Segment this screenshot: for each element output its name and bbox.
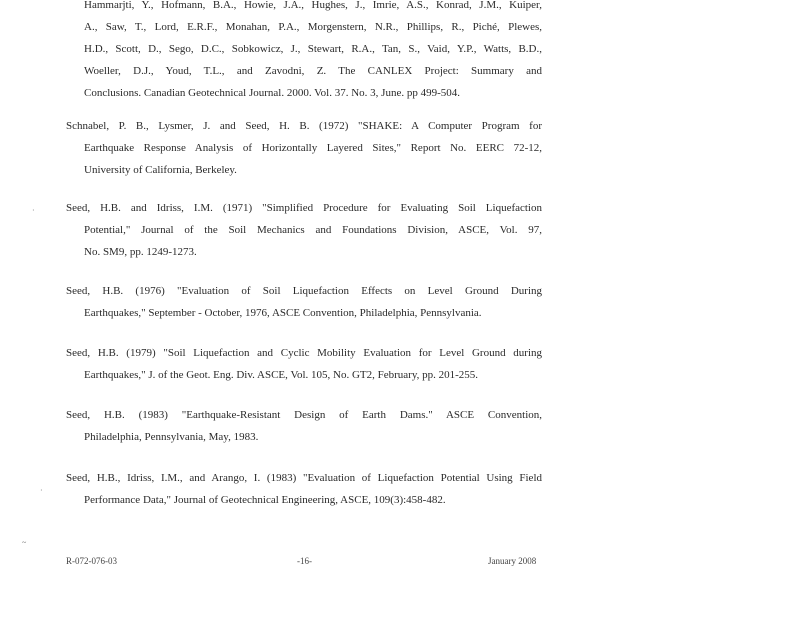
reference-line: Performance Data," Journal of Geotechnical Engineering, ASCE, 109(3):458-482. bbox=[84, 494, 446, 506]
reference-line: Seed, H.B., Idriss, I.M., and Arango, I. (1983) "Evaluation of Liquefaction Potential Using Field bbox=[66, 472, 542, 484]
reference-line: Earthquakes," J. of the Geot. Eng. Div. ASCE, Vol. 105, No. GT2, February, pp. 201-255. bbox=[84, 369, 479, 381]
footer-document-number: R-072-076-03 bbox=[66, 556, 117, 566]
reference-entry bbox=[66, 197, 542, 263]
scan-speck: · bbox=[32, 206, 35, 215]
reference-line: H.D., Scott, D., Sego, D.C., Sobkowicz, J., Stewart, R.A., Tan, S., Vaid, Y.P., Watts, B.D., bbox=[84, 43, 542, 55]
footer-date: January 2008 bbox=[488, 556, 537, 566]
reference-line: Seed, H.B. and Idriss, I.M. (1971) "Simplified Procedure for Evaluating Soil Liquefaction bbox=[66, 202, 542, 214]
reference-line: Schnabel, P. B., Lysmer, J. and Seed, H. B. (1972) "SHAKE: A Computer Program for bbox=[66, 120, 542, 132]
reference-line: Conclusions. Canadian Geotechnical Journal. 2000. Vol. 37. No. 3, June. pp 499-504. bbox=[84, 87, 460, 99]
reference-entry bbox=[66, 115, 542, 181]
reference-line: A., Saw, T., Lord, E.R.F., Monahan, P.A., Morgenstern, N.R., Phillips, R., Piché, Plewes, bbox=[84, 21, 542, 33]
scan-speck: ~ bbox=[22, 538, 27, 547]
reference-line: Earthquake Response Analysis of Horizontally Layered Sites," Report No. EERC 72-12, bbox=[84, 142, 542, 154]
reference-line: Hammarjti, Y., Hofmann, B.A., Howie, J.A., Hughes, J., Imrie, A.S., Konrad, J.M., Kuiper, bbox=[84, 0, 542, 11]
reference-entry bbox=[66, 0, 542, 104]
reference-line: Philadelphia, Pennsylvania, May, 1983. bbox=[84, 431, 259, 443]
reference-line: Potential," Journal of the Soil Mechanics and Foundations Division, ASCE, Vol. 97, bbox=[84, 224, 542, 236]
reference-line: Seed, H.B. (1983) "Earthquake-Resistant Design of Earth Dams." ASCE Convention, bbox=[66, 409, 542, 421]
reference-line: Earthquakes," September - October, 1976, ASCE Convention, Philadelphia, Pennsylvania. bbox=[84, 307, 482, 319]
reference-line: No. SM9, pp. 1249-1273. bbox=[84, 246, 197, 258]
reference-entry bbox=[66, 280, 542, 324]
footer-page-number: -16- bbox=[297, 556, 312, 566]
reference-line: Seed, H.B. (1979) "Soil Liquefaction and Cyclic Mobility Evaluation for Level Ground during bbox=[66, 347, 542, 359]
reference-entry bbox=[66, 467, 542, 511]
reference-line: University of California, Berkeley. bbox=[84, 164, 237, 176]
reference-entry bbox=[66, 342, 542, 386]
reference-line: Woeller, D.J., Youd, T.L., and Zavodni, Z. The CANLEX Project: Summary and bbox=[84, 65, 542, 77]
reference-line: Seed, H.B. (1976) "Evaluation of Soil Liquefaction Effects on Level Ground During bbox=[66, 285, 542, 297]
reference-entry bbox=[66, 404, 542, 448]
scan-speck: · bbox=[40, 486, 43, 495]
